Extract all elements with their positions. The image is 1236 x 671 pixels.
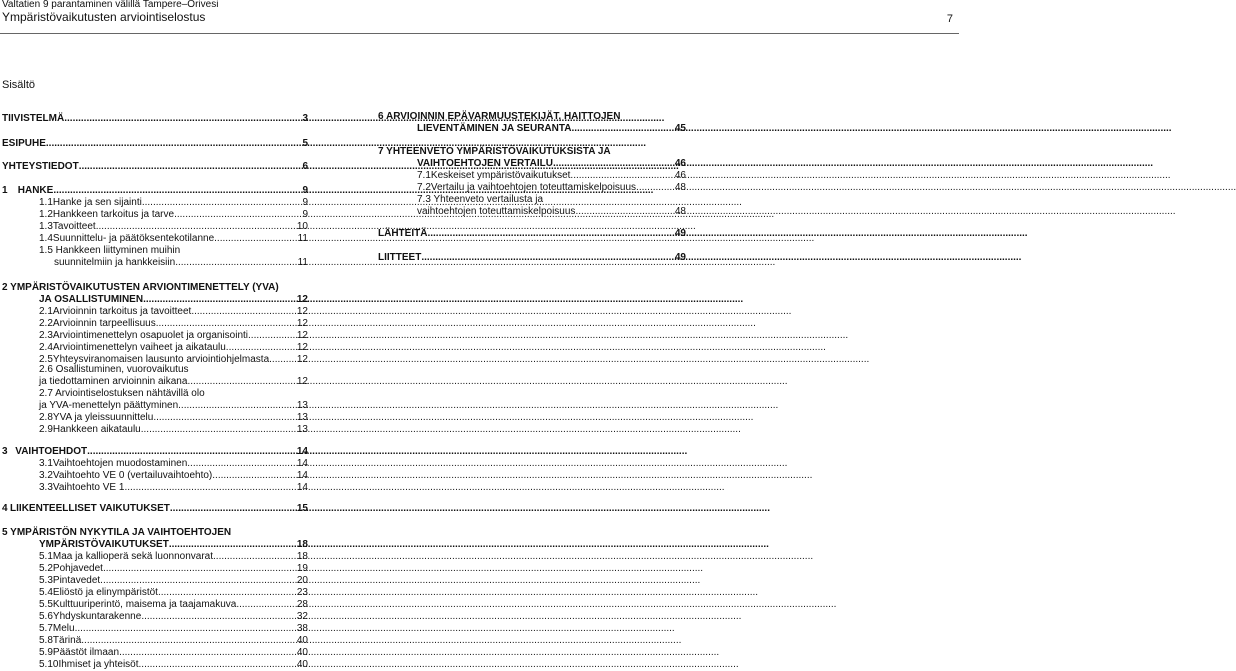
toc-entry-page: 14 bbox=[296, 470, 308, 481]
toc-entry-title: Ihmiset ja yhteisöt bbox=[58, 659, 139, 670]
toc-entry-number: 2.1 bbox=[39, 306, 53, 317]
toc-entry-page: 14 bbox=[296, 446, 308, 457]
toc-chapter-6-cont[interactable] bbox=[417, 123, 686, 135]
toc-entry-number: 5.3 bbox=[39, 575, 53, 586]
toc-dot-leader bbox=[64, 113, 302, 125]
toc-entry-front-matter[interactable] bbox=[2, 138, 308, 150]
toc-entry-title: Vaihtoehto VE 1 bbox=[52, 482, 125, 493]
toc-dot-leader bbox=[103, 563, 297, 575]
toc-entry-number: 1.3 bbox=[39, 221, 53, 232]
toc-chapter-7[interactable]: 7 YHTEENVETO YMPÄRISTÖVAIKUTUKSISTA JA bbox=[378, 146, 611, 157]
toc-dot-leader bbox=[421, 252, 675, 264]
toc-entry-title: Vaihtoehtojen muodostaminen bbox=[52, 458, 188, 469]
toc-dot-leader bbox=[158, 587, 297, 599]
toc-entry-title: Eliöstö ja elinympäristöt bbox=[52, 587, 158, 598]
toc-entry-page: 20 bbox=[296, 575, 308, 586]
toc-section-2-7[interactable]: 2.7 Arviointiselostuksen nähtävillä olo bbox=[39, 388, 205, 399]
toc-entry-number: 5.4 bbox=[39, 587, 53, 598]
toc-dot-leader bbox=[156, 318, 297, 330]
toc-entry-title: VAIHTOEHTOJEN VERTAILU bbox=[417, 158, 553, 169]
toc-dot-leader bbox=[96, 221, 297, 233]
toc-entry-page: 23 bbox=[296, 587, 308, 598]
toc-entry-title: vaihtoehtojen toteuttamiskelpoisuus bbox=[417, 206, 576, 217]
toc-section-5-6[interactable] bbox=[39, 611, 308, 623]
toc-entry-title: Arvioinnin tarkoitus ja tavoitteet bbox=[52, 306, 192, 317]
toc-dot-leader bbox=[570, 170, 674, 182]
toc-entry-title: LIEVENTÄMINEN JA SEURANTA bbox=[417, 123, 572, 134]
toc-section-2-6-cont[interactable] bbox=[39, 376, 308, 388]
toc-entry-title: Tärinä bbox=[52, 635, 82, 646]
toc-entry-number: 3.1 bbox=[39, 458, 53, 469]
toc-dot-leader bbox=[142, 197, 303, 209]
toc-entry-page: 40 bbox=[296, 659, 308, 670]
toc-entry-title: Vaihtoehto VE 0 (vertailuvaihtoehto) bbox=[52, 470, 213, 481]
toc-dot-leader bbox=[212, 470, 297, 482]
toc-entry-title: Suunnittelu- ja päätöksentekotilanne bbox=[52, 233, 215, 244]
toc-entry-page: 19 bbox=[296, 563, 308, 574]
toc-section-3-3[interactable] bbox=[39, 482, 308, 494]
toc-dot-leader bbox=[575, 206, 674, 218]
toc-section-2-8[interactable] bbox=[39, 412, 308, 424]
toc-section-1-2[interactable] bbox=[39, 209, 308, 221]
toc-title: Sisältö bbox=[2, 79, 36, 91]
toc-dot-leader bbox=[269, 354, 297, 366]
toc-section-3-2[interactable] bbox=[39, 470, 308, 482]
toc-section-2-4[interactable] bbox=[39, 342, 308, 354]
toc-entry-number: 2.4 bbox=[39, 342, 53, 353]
toc-dot-leader bbox=[553, 158, 675, 170]
toc-entry-page: 9 bbox=[302, 197, 308, 208]
toc-entry-title: ESIPUHE bbox=[2, 138, 46, 149]
toc-chapter-5-cont[interactable] bbox=[39, 539, 308, 551]
toc-section-1-3[interactable] bbox=[39, 221, 308, 233]
toc-entry-page: 28 bbox=[296, 599, 308, 610]
toc-entry-page: 18 bbox=[296, 551, 308, 562]
toc-entry-title: Vertailu ja vaihtoehtojen toteuttamiskelpoisuus bbox=[430, 182, 637, 193]
toc-entry-page: 3 bbox=[302, 113, 308, 124]
toc-section-5-3[interactable] bbox=[39, 575, 308, 587]
toc-dot-leader bbox=[141, 424, 297, 436]
toc-entry-title: suunnitelmiin ja hankkeisiin bbox=[54, 257, 176, 268]
toc-dot-leader bbox=[175, 257, 297, 269]
toc-entry-page: 12 bbox=[296, 354, 308, 365]
toc-entry-title: TIIVISTELMÄ bbox=[2, 113, 65, 124]
toc-entry-page: 9 bbox=[302, 185, 308, 196]
toc-entry-title: Päästöt ilmaan bbox=[52, 647, 120, 658]
toc-entry-title: Arviointimenettelyn vaiheet ja aikataulu bbox=[52, 342, 226, 353]
toc-section-3-1[interactable] bbox=[39, 458, 308, 470]
toc-entry-page: 11 bbox=[297, 233, 308, 244]
toc-chapter-7-cont[interactable] bbox=[417, 158, 686, 170]
toc-entry-title: VAIHTOEHDOT bbox=[15, 446, 88, 457]
toc-dot-leader bbox=[174, 209, 302, 221]
toc-entry-number: 3.2 bbox=[39, 470, 53, 481]
toc-dot-leader bbox=[143, 294, 297, 306]
toc-entry-title: Yhdyskuntarakenne bbox=[52, 611, 142, 622]
toc-entry-page: 6 bbox=[302, 161, 308, 172]
toc-dot-leader bbox=[87, 446, 297, 458]
toc-entry-page: 15 bbox=[296, 503, 308, 514]
toc-right-column bbox=[378, 0, 686, 669]
toc-entry-number: 7.1 bbox=[417, 170, 431, 181]
toc-entry-number: 1.2 bbox=[39, 209, 53, 220]
toc-dot-leader bbox=[636, 182, 675, 194]
toc-entry-page: 9 bbox=[302, 209, 308, 220]
toc-entry-number: 1 bbox=[2, 185, 8, 196]
toc-entry-page: 46 bbox=[674, 170, 686, 181]
toc-section-7-3[interactable]: 7.3 Yhteenveto vertailusta ja bbox=[417, 194, 544, 205]
toc-entry-page: 10 bbox=[296, 221, 308, 232]
toc-dot-leader bbox=[46, 138, 303, 150]
toc-entry-page: 13 bbox=[296, 424, 308, 435]
toc-section-1-4[interactable] bbox=[39, 233, 308, 245]
toc-dot-leader bbox=[141, 611, 297, 623]
toc-entry-page: 12 bbox=[296, 330, 308, 341]
toc-entry-number: 2.9 bbox=[39, 424, 53, 435]
toc-dot-leader bbox=[226, 342, 297, 354]
toc-section-1-5[interactable]: 1.5 Hankkeen liittyminen muihin bbox=[39, 245, 181, 256]
toc-section-5-10[interactable] bbox=[39, 659, 308, 671]
toc-chapter-6[interactable]: 6 ARVIOINNIN EPÄVARMUUSTEKIJÄT, HAITTOJEN bbox=[378, 111, 621, 122]
toc-section-7-3-cont[interactable] bbox=[417, 206, 686, 218]
toc-entry-page: 11 bbox=[297, 257, 308, 268]
toc-entry-number: 5.2 bbox=[39, 563, 53, 574]
toc-chapter-2[interactable]: 2 YMPÄRISTÖVAIKUTUSTEN ARVIONTIMENETTELY (YVA) bbox=[2, 282, 279, 293]
toc-entry-title: Pohjavedet bbox=[52, 563, 103, 574]
toc-dot-leader bbox=[169, 539, 297, 551]
toc-dot-leader bbox=[100, 575, 297, 587]
toc-entry-number: 7.2 bbox=[417, 182, 431, 193]
toc-entry-title: LIITTEET bbox=[378, 252, 422, 263]
toc-entry-title: Keskeiset ympäristövaikutukset bbox=[430, 170, 571, 181]
toc-entry-title: Hankkeen tarkoitus ja tarve bbox=[52, 209, 175, 220]
toc-dot-leader bbox=[124, 482, 296, 494]
toc-section-2-6[interactable]: 2.6 Osallistuminen, vuorovaikutus bbox=[39, 364, 189, 375]
toc-entry-page: 46 bbox=[674, 158, 686, 169]
toc-dot-leader bbox=[427, 228, 674, 240]
toc-section-5-4[interactable] bbox=[39, 587, 308, 599]
toc-entry-title: Yhteysviranomaisen lausunto arviointiohjelmasta bbox=[52, 354, 270, 365]
toc-section-5-2[interactable] bbox=[39, 563, 308, 575]
toc-entry-page: 49 bbox=[674, 252, 686, 263]
toc-entry-page: 14 bbox=[296, 458, 308, 469]
toc-entry-title: Arviointimenettelyn osapuolet ja organisointi bbox=[52, 330, 249, 341]
toc-entry-title: Melu bbox=[52, 623, 75, 634]
toc-section-5-1[interactable] bbox=[39, 551, 308, 563]
toc-section-5-9[interactable] bbox=[39, 647, 308, 659]
toc-dot-leader bbox=[571, 123, 674, 135]
toc-dot-leader bbox=[81, 635, 297, 647]
toc-chapter-4[interactable] bbox=[2, 503, 308, 515]
toc-entry-number: 2.3 bbox=[39, 330, 53, 341]
toc-section-7-1[interactable] bbox=[417, 170, 686, 182]
toc-entry-number: 5.6 bbox=[39, 611, 53, 622]
toc-entry-title: Maa ja kallioperä sekä luonnonvarat bbox=[52, 551, 214, 562]
toc-entry-number: 1.1 bbox=[39, 197, 53, 208]
toc-dot-leader bbox=[214, 233, 297, 245]
toc-section-2-2[interactable] bbox=[39, 318, 308, 330]
toc-entry-page: 40 bbox=[296, 635, 308, 646]
toc-entry-number: 5.5 bbox=[39, 599, 53, 610]
toc-dot-leader bbox=[79, 161, 303, 173]
toc-entry-title: LIIKENTEELLISET VAIKUTUKSET bbox=[10, 503, 170, 514]
toc-left-column bbox=[2, 0, 308, 669]
toc-dot-leader bbox=[187, 458, 297, 470]
toc-entry-page: 32 bbox=[296, 611, 308, 622]
toc-dot-leader bbox=[119, 647, 297, 659]
toc-dot-leader bbox=[139, 659, 297, 671]
toc-entry-page: 12 bbox=[296, 318, 308, 329]
toc-entry-page: 48 bbox=[674, 206, 686, 217]
toc-entry-title: Tavoitteet bbox=[52, 221, 96, 232]
toc-entry-title: HANKE bbox=[17, 185, 54, 196]
toc-entry-number: 5.8 bbox=[39, 635, 53, 646]
toc-chapter-5[interactable]: 5 YMPÄRISTÖN NYKYTILA JA VAIHTOEHTOJEN bbox=[2, 527, 232, 538]
toc-entry-number: 4 bbox=[2, 503, 8, 514]
toc-entry-number: 3.3 bbox=[39, 482, 53, 493]
toc-entry-page: 14 bbox=[296, 482, 308, 493]
toc-entry-page: 5 bbox=[302, 138, 308, 149]
document-title: Ympäristövaikutusten arviointiselostus bbox=[2, 10, 206, 24]
toc-entry-number: 5.9 bbox=[39, 647, 53, 658]
toc-chapter-3[interactable] bbox=[2, 446, 308, 458]
toc-dot-leader bbox=[153, 412, 297, 424]
document-subtitle: Valtatien 9 parantaminen välillä Tampere–Orivesi bbox=[2, 0, 219, 10]
toc-entry-title: Pintavedet bbox=[52, 575, 101, 586]
toc-entry-page: 12 bbox=[296, 294, 308, 305]
page-number: 7 bbox=[946, 13, 953, 25]
toc-entry-title: ja YVA-menettelyn päättyminen bbox=[39, 400, 179, 411]
toc-dot-leader bbox=[53, 185, 302, 197]
toc-entry-number: 3 bbox=[2, 446, 8, 457]
toc-entry-title: Arvioinnin tarpeellisuus bbox=[52, 318, 156, 329]
toc-entry-page: 48 bbox=[674, 182, 686, 193]
toc-section-1-1[interactable] bbox=[39, 197, 308, 209]
toc-entry-title: Hankkeen aikataulu bbox=[52, 424, 141, 435]
toc-dot-leader bbox=[178, 400, 297, 412]
toc-entry-front-matter[interactable] bbox=[2, 161, 308, 173]
toc-entry-title: YVA ja yleissuunnittelu bbox=[52, 412, 154, 423]
toc-entry-number: 1.4 bbox=[39, 233, 53, 244]
toc-entry-title: Hanke ja sen sijainti bbox=[52, 197, 142, 208]
toc-entry-page: 49 bbox=[674, 228, 686, 239]
toc-entry-back-matter[interactable] bbox=[378, 252, 686, 264]
toc-entry-number: 2.2 bbox=[39, 318, 53, 329]
toc-entry-title: YHTEYSTIEDOT bbox=[2, 161, 79, 172]
toc-entry-page: 12 bbox=[296, 342, 308, 353]
toc-section-7-2[interactable] bbox=[417, 182, 686, 194]
toc-entry-page: 40 bbox=[296, 647, 308, 658]
toc-chapter-2-cont[interactable] bbox=[39, 294, 308, 306]
toc-dot-leader bbox=[248, 330, 297, 342]
toc-entry-title: Kulttuuriperintö, maisema ja taajamakuva bbox=[52, 599, 237, 610]
toc-entry-title: YMPÄRISTÖVAIKUTUKSET bbox=[39, 539, 169, 550]
toc-entry-page: 13 bbox=[296, 412, 308, 423]
toc-dot-leader bbox=[75, 623, 297, 635]
toc-entry-page: 18 bbox=[296, 539, 308, 550]
toc-entry-number: 2.8 bbox=[39, 412, 53, 423]
toc-section-2-1[interactable] bbox=[39, 306, 308, 318]
toc-entry-title: JA OSALLISTUMINEN bbox=[39, 294, 144, 305]
toc-section-2-7-cont[interactable] bbox=[39, 400, 308, 412]
toc-entry-page: 45 bbox=[674, 123, 686, 134]
toc-entry-number: 5.10 bbox=[39, 659, 59, 670]
toc-entry-page: 12 bbox=[296, 376, 308, 387]
toc-entry-front-matter[interactable] bbox=[2, 113, 308, 125]
toc-entry-title: ja tiedottaminen arvioinnin aikana bbox=[39, 376, 188, 387]
toc-dot-leader bbox=[191, 306, 297, 318]
toc-entry-number: 2.5 bbox=[39, 354, 53, 365]
toc-entry-page: 38 bbox=[296, 623, 308, 634]
toc-section-5-5[interactable] bbox=[39, 599, 308, 611]
toc-dot-leader bbox=[187, 376, 296, 388]
toc-section-2-3[interactable] bbox=[39, 330, 308, 342]
toc-dot-leader bbox=[236, 599, 297, 611]
toc-section-5-7[interactable] bbox=[39, 623, 308, 635]
toc-entry-back-matter[interactable] bbox=[378, 228, 686, 240]
toc-dot-leader bbox=[213, 551, 297, 563]
toc-section-2-9[interactable] bbox=[39, 424, 308, 436]
toc-entry-number: 5.1 bbox=[39, 551, 53, 562]
toc-dot-leader bbox=[170, 503, 297, 515]
toc-entry-page: 12 bbox=[296, 306, 308, 317]
toc-entry-title: LÄHTEITÄ bbox=[378, 228, 428, 239]
toc-entry-number: 5.7 bbox=[39, 623, 53, 634]
toc-section-1-5-cont[interactable] bbox=[54, 257, 308, 269]
toc-entry-page: 13 bbox=[296, 400, 308, 411]
toc-chapter-1[interactable] bbox=[2, 185, 308, 197]
toc-section-5-8[interactable] bbox=[39, 635, 308, 647]
